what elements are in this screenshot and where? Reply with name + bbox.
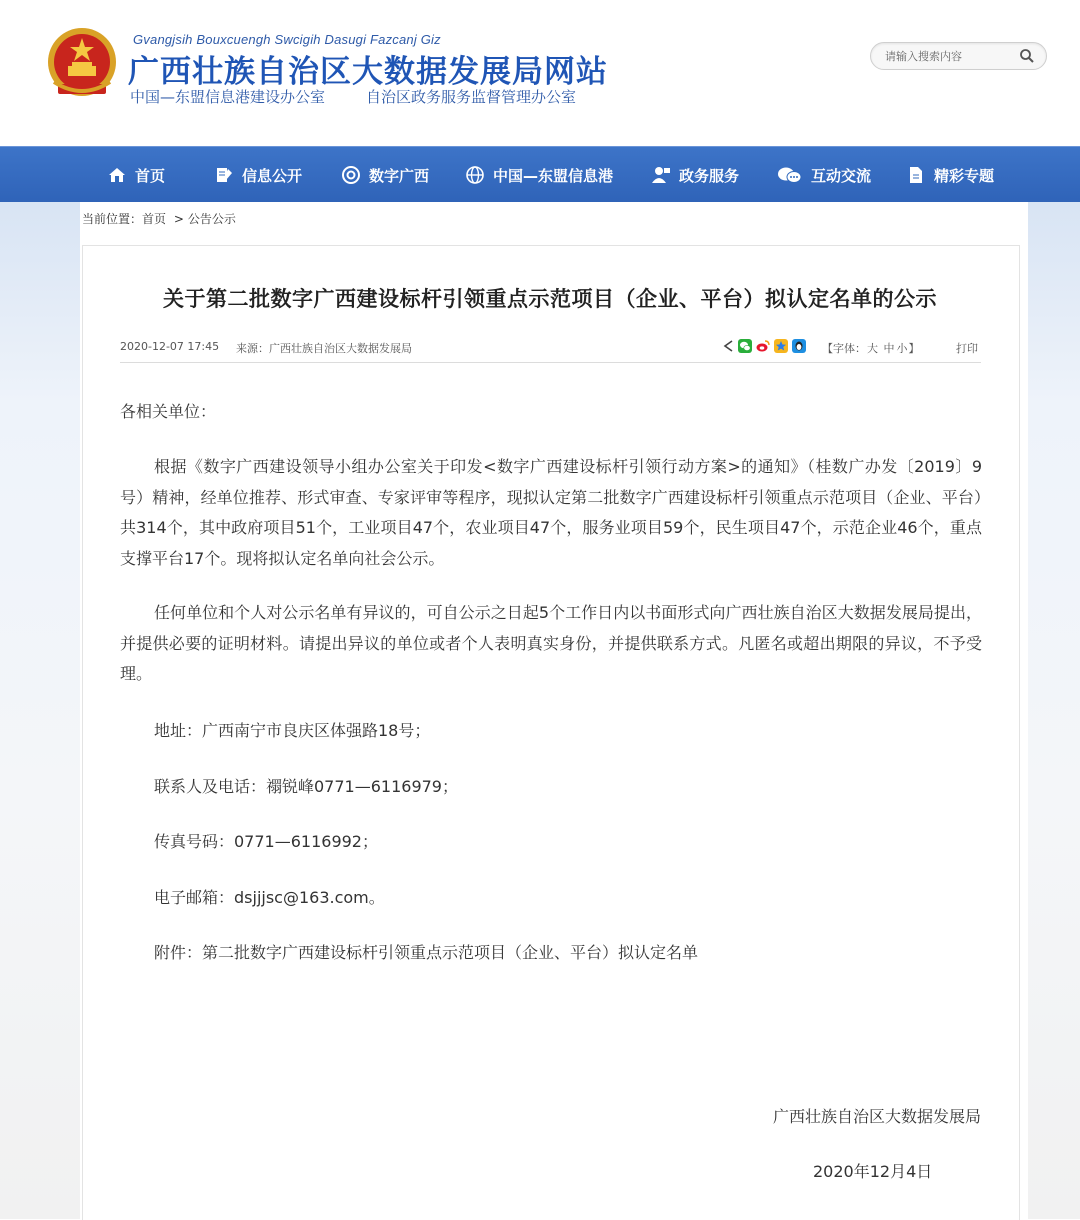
nav-label: 精彩专题 (934, 166, 995, 185)
search-input[interactable] (885, 47, 1015, 65)
qq-icon[interactable] (792, 338, 806, 357)
main-nav (0, 146, 1080, 203)
nav-item-special-topics[interactable] (906, 147, 994, 203)
search-box (870, 42, 1047, 70)
font-size-close: 】 (908, 342, 920, 355)
article-date: 2020-12-07 17:45 (120, 340, 220, 353)
signature-organization: 广西壮族自治区大数据发展局 (772, 1107, 981, 1126)
signature-date: 2020年12月4日 (813, 1162, 933, 1181)
breadcrumb-current-link[interactable]: 公告公示 (187, 212, 236, 226)
nav-item-asean-port[interactable] (465, 147, 613, 203)
file-icon (906, 165, 926, 185)
font-size-small-link[interactable]: 小 (896, 342, 908, 355)
sub-office-gov-service: 自治区政务服务监督管理办公室 (366, 88, 577, 106)
share-bar (722, 338, 810, 357)
nav-label: 首页 (135, 166, 166, 185)
nav-label: 中国—东盟信息港 (493, 166, 614, 185)
sub-office-asean: 中国—东盟信息港建设办公室 (130, 88, 326, 106)
article-title: 关于第二批数字广西建设标杆引领重点示范项目（企业、平台）拟认定名单的公示 (163, 287, 937, 311)
site-header (0, 0, 1080, 146)
article-source: 来源：广西壮族自治区大数据发展局 (236, 342, 412, 355)
attachment-label: 附件： (154, 943, 203, 962)
site-title[interactable]: 广西壮族自治区大数据发展局网站 (128, 54, 608, 90)
meta-divider (120, 362, 981, 363)
nav-label: 信息公开 (242, 166, 303, 185)
wechat-icon[interactable] (738, 338, 752, 357)
weibo-icon[interactable] (756, 338, 770, 357)
qzone-icon[interactable] (774, 338, 788, 357)
nav-item-digital-guangxi[interactable] (341, 147, 429, 203)
at-sign-icon (341, 165, 361, 185)
contact-address: 地址：广西南宁市良庆区体强路18号； (154, 721, 431, 740)
user-service-icon (651, 165, 671, 185)
national-emblem-icon (46, 26, 118, 102)
breadcrumb-prefix: 当前位置： (82, 212, 143, 226)
nav-item-gov-service[interactable] (651, 147, 739, 203)
contact-email: 电子邮箱：dsjjjsc@163.com。 (154, 888, 385, 907)
chat-bubbles-icon (777, 165, 803, 185)
attachment-line (154, 940, 698, 963)
breadcrumb-separator: > (173, 212, 184, 226)
contact-phone: 联系人及电话：禤锐峰0771—6116979； (154, 777, 458, 796)
nav-item-info-disclosure[interactable] (214, 147, 302, 203)
breadcrumb (82, 210, 236, 227)
site-subtitle-english: Gvangjsih Bouxcuengh Swcigih Dasugi Fazcanj Giz (133, 32, 441, 47)
contact-fax: 传真号码：0771—6116992； (154, 832, 378, 851)
font-size-open: 【字体： (822, 342, 866, 355)
nav-label: 政务服务 (679, 166, 740, 185)
font-size-large-link[interactable]: 大 (867, 342, 878, 355)
article-paragraph-2: 任何单位和个人对公示名单有异议的，可自公示之日起5个工作日内以书面形式向广西壮族自治区大数据发展局提出，并提供必要的证明材料。请提出异议的单位或者个人表明真实身份，并提供联系方式。凡匿名或超出期限的异议，不予受理。 (120, 603, 982, 683)
nav-item-interaction[interactable] (777, 147, 871, 203)
font-size-medium-link[interactable]: 中 (883, 342, 895, 355)
font-size-control (822, 340, 920, 356)
home-icon (107, 165, 127, 185)
globe-icon (465, 165, 485, 185)
article-greeting: 各相关单位： (120, 402, 217, 421)
nav-label: 数字广西 (369, 166, 430, 185)
search-icon[interactable] (1019, 48, 1035, 64)
nav-label: 互动交流 (811, 166, 872, 185)
nav-item-home[interactable] (107, 147, 165, 203)
attachment-link[interactable]: 第二批数字广西建设标杆引领重点示范项目（企业、平台）拟认定名单 (202, 943, 699, 962)
breadcrumb-home-link[interactable]: 首页 (142, 212, 167, 226)
print-link[interactable]: 打印 (956, 342, 978, 355)
document-pen-icon (214, 165, 234, 185)
share-icon[interactable] (722, 338, 734, 357)
article-paragraph-1: 根据《数字广西建设领导小组办公室关于印发<数字广西建设标杆引领行动方案>的通知》（桂数广办发〔2019〕9号）精神，经单位推荐、形式审查、专家评审等程序，现拟认定第二批数字广西建设标杆引领重点示范项目（企业、平台）共314个，其中政府项目51个，工业项目47个，农业项目47个，服务业项目59个，民生项目47个，示范企业46个，重点支撑平台17个。现将拟认定名单向社会公示。 (120, 457, 982, 568)
